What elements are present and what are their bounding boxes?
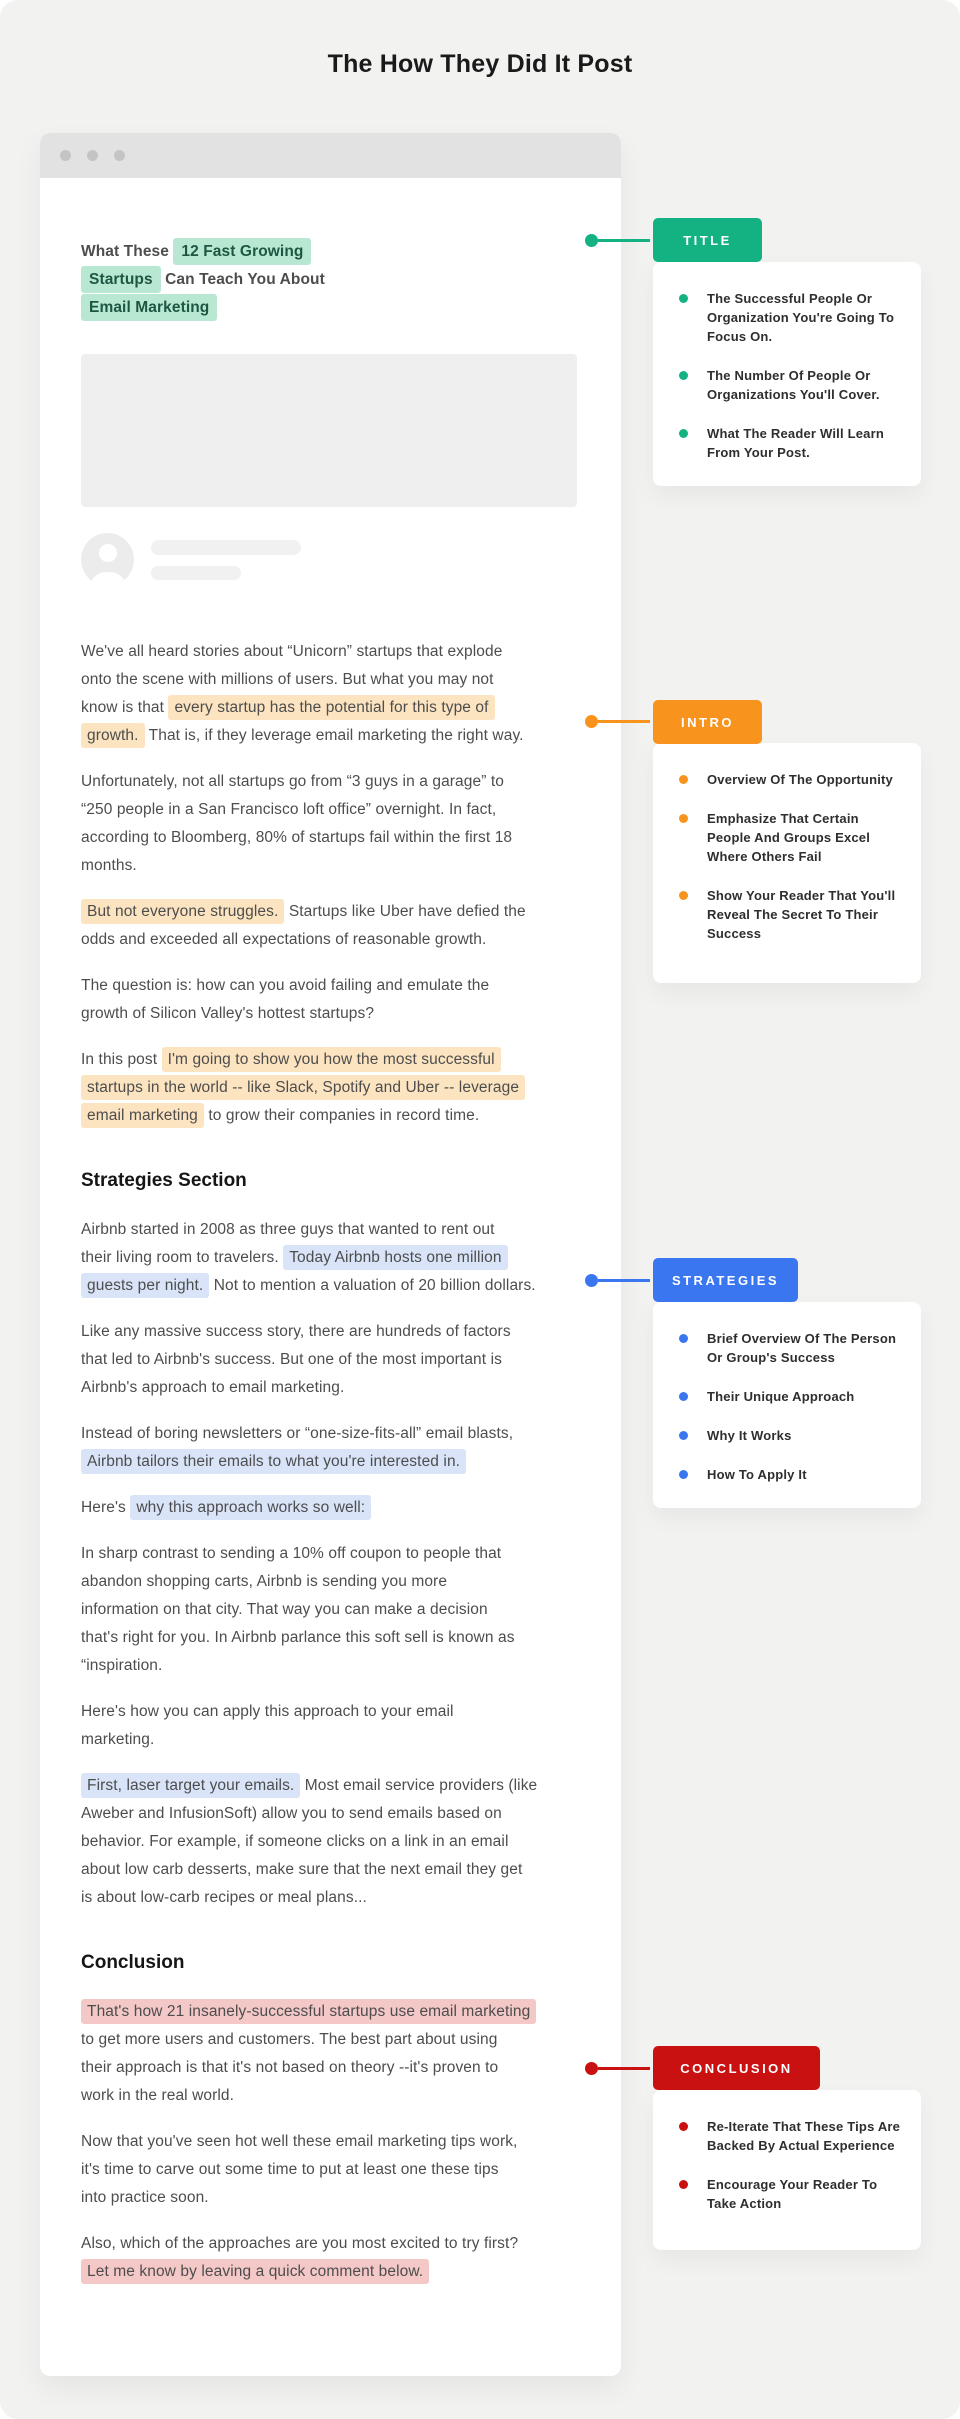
connector-dot bbox=[585, 1274, 598, 1287]
bullet-text: Why It Works bbox=[707, 1428, 792, 1443]
text-line bbox=[81, 2258, 577, 2286]
callout-bullet-item bbox=[679, 366, 903, 404]
text-line bbox=[81, 1216, 577, 1244]
post-image-placeholder bbox=[81, 354, 577, 507]
bullet-text: Their Unique Approach bbox=[707, 1389, 855, 1404]
connector-line bbox=[598, 2067, 650, 2070]
text-line bbox=[81, 1998, 577, 2026]
bullet-dot-icon bbox=[679, 1470, 688, 1479]
callout-bullet-item bbox=[679, 1465, 903, 1484]
text-line bbox=[81, 796, 577, 824]
author-block bbox=[81, 533, 577, 586]
text-line bbox=[81, 1494, 577, 1522]
post-paragraph bbox=[81, 638, 577, 750]
plain-text: Here's how you can apply this approach to your email bbox=[81, 1703, 454, 1720]
plain-text: In this post bbox=[81, 1051, 162, 1068]
text-line bbox=[81, 266, 577, 294]
connector-dot bbox=[585, 715, 598, 728]
browser-window-mockup bbox=[40, 133, 621, 2376]
post-paragraph bbox=[81, 1998, 577, 2110]
window-control-dot bbox=[60, 150, 71, 161]
text-line bbox=[81, 1420, 577, 1448]
text-line bbox=[81, 898, 577, 926]
bullet-text: What The Reader Will Learn From Your Post. bbox=[707, 426, 884, 460]
text-line bbox=[81, 2184, 577, 2212]
plain-text: abandon shopping carts, Airbnb is sending you more bbox=[81, 1573, 448, 1590]
post-paragraph bbox=[81, 768, 577, 880]
connector-dot bbox=[585, 234, 598, 247]
highlighted-text: I'm going to show you how the most successful bbox=[162, 1047, 501, 1072]
window-control-dot bbox=[87, 150, 98, 161]
plain-text: Unfortunately, not all startups go from “3 guys in a garage” to bbox=[81, 773, 505, 790]
post-paragraph bbox=[81, 972, 577, 1028]
plain-text: to get more users and customers. The best part about using bbox=[81, 2031, 498, 2048]
author-date-placeholder bbox=[151, 566, 241, 580]
plain-text: Like any massive success story, there are hundreds of factors bbox=[81, 1323, 511, 1340]
strategies-connector bbox=[585, 1274, 650, 1287]
window-control-dot bbox=[114, 150, 125, 161]
plain-text: “inspiration. bbox=[81, 1657, 163, 1674]
post-paragraph bbox=[81, 898, 577, 954]
post-paragraph bbox=[81, 1216, 577, 1300]
bullet-text: Emphasize That Certain People And Groups Excel Where Others Fail bbox=[707, 811, 871, 864]
plain-text: onto the scene with millions of users. But what you may not bbox=[81, 671, 494, 688]
conclusion-connector bbox=[585, 2062, 650, 2075]
highlighted-text: why this approach works so well: bbox=[130, 1495, 371, 1520]
post-paragraph bbox=[81, 1772, 577, 1912]
highlighted-text: email marketing bbox=[81, 1103, 204, 1128]
post-paragraph bbox=[81, 1046, 577, 1130]
plain-text: Aweber and InfusionSoft) allow you to send emails based on bbox=[81, 1805, 502, 1822]
author-text-placeholder bbox=[151, 540, 301, 580]
plain-text: “250 people in a San Francisco loft office” overnight. In fact, bbox=[81, 801, 497, 818]
plain-text: Startups like Uber have defied the bbox=[284, 903, 526, 920]
bullet-dot-icon bbox=[679, 429, 688, 438]
text-line bbox=[81, 238, 577, 266]
conclusion-section-body bbox=[81, 1998, 577, 2286]
text-line bbox=[81, 1272, 577, 1300]
intro-callout-card bbox=[653, 743, 921, 983]
plain-text: growth of Silicon Valley's hottest startups? bbox=[81, 1005, 375, 1022]
bullet-dot-icon bbox=[679, 1392, 688, 1401]
title-callout-badge: TITLE bbox=[653, 218, 762, 262]
connector-line bbox=[598, 720, 650, 723]
text-line bbox=[81, 1856, 577, 1884]
plain-text: Not to mention a valuation of 20 billion dollars. bbox=[209, 1277, 536, 1294]
bullet-text: Show Your Reader That You'll Reveal The Secret To Their Success bbox=[707, 888, 896, 941]
plain-text: Here's bbox=[81, 1499, 131, 1516]
plain-text: behavior. For example, if someone clicks on a link in an email bbox=[81, 1833, 509, 1850]
text-line bbox=[81, 1624, 577, 1652]
text-line bbox=[81, 694, 577, 722]
text-line bbox=[81, 1568, 577, 1596]
callout-bullet-item bbox=[679, 289, 903, 346]
text-line bbox=[81, 1346, 577, 1374]
text-line bbox=[81, 824, 577, 852]
plain-text: Airbnb's approach to email marketing. bbox=[81, 1379, 345, 1396]
highlighted-text: That's how 21 insanely-successful startups use email marketing bbox=[81, 1999, 536, 2024]
text-line bbox=[81, 2156, 577, 2184]
plain-text: Can Teach You About bbox=[160, 271, 325, 288]
plain-text: know is that bbox=[81, 699, 169, 716]
highlighted-text: 12 Fast Growing bbox=[173, 238, 311, 265]
plain-text: We've all heard stories about “Unicorn” startups that explode bbox=[81, 643, 503, 660]
connector-dot bbox=[585, 2062, 598, 2075]
plain-text: What These bbox=[81, 243, 174, 260]
connector-line bbox=[598, 1279, 650, 1282]
text-line bbox=[81, 2230, 577, 2258]
highlighted-text: Email Marketing bbox=[81, 294, 217, 321]
page-title: The How They Did It Post bbox=[327, 50, 633, 78]
plain-text: odds and exceeded all expectations of reasonable growth. bbox=[81, 931, 487, 948]
bullet-dot-icon bbox=[679, 1334, 688, 1343]
plain-text: marketing. bbox=[81, 1731, 155, 1748]
post-paragraph bbox=[81, 1420, 577, 1476]
post-paragraph bbox=[81, 1698, 577, 1754]
plain-text: their living room to travelers. bbox=[81, 1249, 284, 1266]
bullet-text: Re-Iterate That These Tips Are Backed By Actual Experience bbox=[707, 2119, 901, 2153]
plain-text: is about low-carb recipes or meal plans... bbox=[81, 1889, 367, 1906]
title-callout-card bbox=[653, 262, 921, 486]
post-title bbox=[81, 238, 577, 322]
plain-text: information on that city. That way you can make a decision bbox=[81, 1601, 488, 1618]
plain-text: The question is: how can you avoid failing and emulate the bbox=[81, 977, 490, 994]
text-line bbox=[81, 972, 577, 1000]
highlighted-text: But not everyone struggles. bbox=[81, 899, 284, 924]
text-line bbox=[81, 852, 577, 880]
avatar bbox=[81, 533, 134, 586]
bullet-text: The Successful People Or Organization You're Going To Focus On. bbox=[707, 291, 895, 344]
plain-text: In sharp contrast to sending a 10% off coupon to people that bbox=[81, 1545, 502, 1562]
plain-text: according to Bloomberg, 80% of startups fail within the first 18 bbox=[81, 829, 513, 846]
text-line bbox=[81, 1726, 577, 1754]
post-paragraph bbox=[81, 238, 577, 322]
plain-text: it's time to carve out some time to put at least one these tips bbox=[81, 2161, 499, 2178]
plain-text: That is, if they leverage email marketing the right way. bbox=[144, 727, 524, 744]
text-line bbox=[81, 2128, 577, 2156]
strategies-section-body bbox=[81, 1216, 577, 1912]
post-paragraph bbox=[81, 1540, 577, 1680]
bullet-dot-icon bbox=[679, 294, 688, 303]
highlighted-text: every startup has the potential for this type of bbox=[168, 695, 494, 720]
title-connector bbox=[585, 234, 650, 247]
highlighted-text: growth. bbox=[81, 723, 145, 748]
conclusion-section-heading: Conclusion bbox=[81, 1952, 185, 1973]
bullet-dot-icon bbox=[679, 1431, 688, 1440]
plain-text: work in the real world. bbox=[81, 2087, 235, 2104]
text-line bbox=[81, 2026, 577, 2054]
text-line bbox=[81, 1046, 577, 1074]
text-line bbox=[81, 926, 577, 954]
text-line bbox=[81, 1698, 577, 1726]
callout-bullet-item bbox=[679, 1426, 903, 1445]
intro-section-body bbox=[81, 638, 577, 1130]
plain-text: about low carb desserts, make sure that the next email they get bbox=[81, 1861, 523, 1878]
highlighted-text: Today Airbnb hosts one million bbox=[283, 1245, 507, 1270]
post-paragraph bbox=[81, 1494, 577, 1522]
highlighted-text: Startups bbox=[81, 266, 161, 293]
plain-text: their approach is that it's not based on theory --it's proven to bbox=[81, 2059, 499, 2076]
text-line bbox=[81, 638, 577, 666]
text-line bbox=[81, 294, 577, 322]
callout-bullet-item bbox=[679, 770, 903, 789]
bullet-text: How To Apply It bbox=[707, 1467, 807, 1482]
highlighted-text: startups in the world -- like Slack, Spotify and Uber -- leverage bbox=[81, 1075, 525, 1100]
plain-text: that led to Airbnb's success. But one of the most important is bbox=[81, 1351, 502, 1368]
post-paragraph bbox=[81, 2128, 577, 2212]
text-line bbox=[81, 1540, 577, 1568]
browser-window-bar bbox=[40, 133, 621, 178]
plain-text: months. bbox=[81, 857, 137, 874]
text-line bbox=[81, 1102, 577, 1130]
text-line bbox=[81, 1772, 577, 1800]
text-line bbox=[81, 768, 577, 796]
bullet-text: Encourage Your Reader To Take Action bbox=[707, 2177, 878, 2211]
plain-text: Most email service providers (like bbox=[300, 1777, 538, 1794]
highlighted-text: Let me know by leaving a quick comment below. bbox=[81, 2259, 429, 2284]
bullet-dot-icon bbox=[679, 2180, 688, 2189]
plain-text: to grow their companies in record time. bbox=[203, 1107, 480, 1124]
bullet-dot-icon bbox=[679, 2122, 688, 2131]
bullet-dot-icon bbox=[679, 371, 688, 380]
post-paragraph bbox=[81, 1318, 577, 1402]
callout-bullet-item bbox=[679, 1387, 903, 1406]
plain-text: Also, which of the approaches are you most excited to try first? bbox=[81, 2235, 519, 2252]
text-line bbox=[81, 1448, 577, 1476]
text-line bbox=[81, 1828, 577, 1856]
bullet-text: The Number Of People Or Organizations You'll Cover. bbox=[707, 368, 880, 402]
bullet-text: Overview Of The Opportunity bbox=[707, 772, 893, 787]
post-content bbox=[40, 178, 621, 2286]
callout-bullet-item bbox=[679, 809, 903, 866]
bullet-text: Brief Overview Of The Person Or Group's Success bbox=[707, 1331, 897, 1365]
callout-bullet-item bbox=[679, 1329, 903, 1367]
strategies-callout-badge: STRATEGIES bbox=[653, 1258, 798, 1302]
connector-line bbox=[598, 239, 650, 242]
text-line bbox=[81, 1000, 577, 1028]
intro-connector bbox=[585, 715, 650, 728]
callout-bullet-item bbox=[679, 886, 903, 943]
text-line bbox=[81, 1074, 577, 1102]
callout-bullet-item bbox=[679, 424, 903, 462]
conclusion-callout-card bbox=[653, 2090, 921, 2250]
text-line bbox=[81, 2054, 577, 2082]
plain-text: into practice soon. bbox=[81, 2189, 209, 2206]
highlighted-text: First, laser target your emails. bbox=[81, 1773, 300, 1798]
conclusion-callout-badge: CONCLUSION bbox=[653, 2046, 820, 2090]
text-line bbox=[81, 1800, 577, 1828]
plain-text: Now that you've seen hot well these email marketing tips work, bbox=[81, 2133, 518, 2150]
callout-bullet-item bbox=[679, 2117, 903, 2155]
highlighted-text: guests per night. bbox=[81, 1273, 209, 1298]
strategies-callout-card bbox=[653, 1302, 921, 1508]
text-line bbox=[81, 1318, 577, 1346]
text-line bbox=[81, 1884, 577, 1912]
author-name-placeholder bbox=[151, 540, 301, 555]
plain-text: that's right for you. In Airbnb parlance this soft sell is known as bbox=[81, 1629, 515, 1646]
callout-bullet-item bbox=[679, 2175, 903, 2213]
strategies-section-heading: Strategies Section bbox=[81, 1170, 247, 1191]
intro-callout-badge: INTRO bbox=[653, 700, 762, 744]
text-line bbox=[81, 1596, 577, 1624]
text-line bbox=[81, 1652, 577, 1680]
text-line bbox=[81, 666, 577, 694]
bullet-dot-icon bbox=[679, 891, 688, 900]
text-line bbox=[81, 722, 577, 750]
plain-text: Instead of boring newsletters or “one-size-fits-all” email blasts, bbox=[81, 1425, 514, 1442]
text-line bbox=[81, 2082, 577, 2110]
text-line bbox=[81, 1374, 577, 1402]
text-line bbox=[81, 1244, 577, 1272]
bullet-dot-icon bbox=[679, 814, 688, 823]
post-paragraph bbox=[81, 2230, 577, 2286]
highlighted-text: Airbnb tailors their emails to what you're interested in. bbox=[81, 1449, 466, 1474]
bullet-dot-icon bbox=[679, 775, 688, 784]
plain-text: Airbnb started in 2008 as three guys that wanted to rent out bbox=[81, 1221, 495, 1238]
